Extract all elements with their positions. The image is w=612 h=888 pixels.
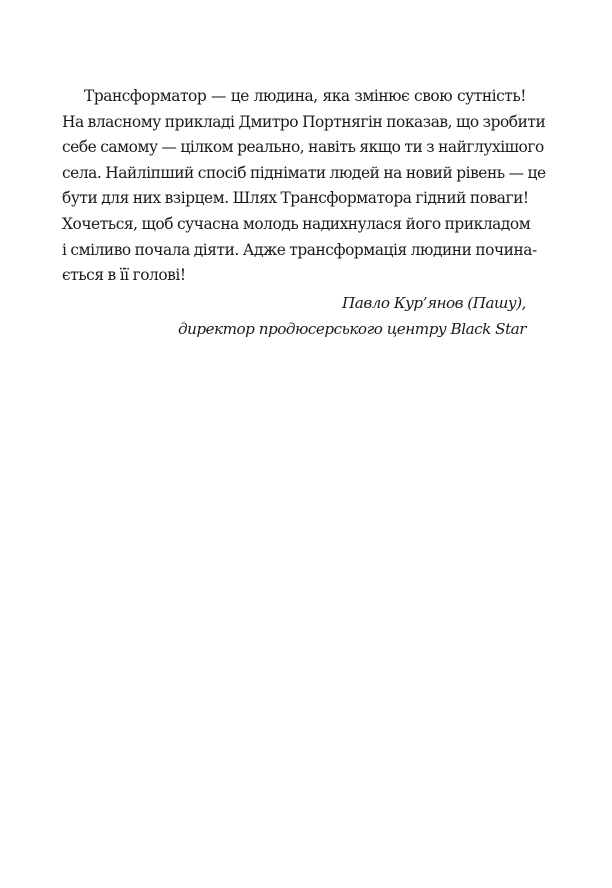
paragraph-line: На власному прикладі Дмитро Портнягін показав, що зробити — [62, 112, 546, 131]
paragraph-line: себе самому — цілком реально, навіть якщо ти з найглухішого — [62, 138, 544, 157]
paragraph-line: ється в її голові! — [62, 266, 186, 285]
quote-signature — [178, 291, 526, 342]
author-name: Павло Кур’янов (Пашу), — [342, 294, 526, 312]
paragraph-line: бути для них взірцем. Шлях Трансформатора гідний поваги! — [62, 189, 529, 208]
paragraph-line: Хочеться, щоб сучасна молодь надихнулася його прикладом — [62, 214, 531, 233]
paragraph-line: і сміливо почала діяти. Адже трансформація людини почина- — [62, 240, 537, 259]
quote-paragraph — [62, 84, 546, 289]
paragraph-line: села. Найліпший спосіб піднімати людей на новий рівень — це — [62, 163, 546, 182]
author-title: директор продюсерського центру Black Star — [177, 319, 526, 338]
paragraph-line: Трансформатор — це людина, яка змінює свою сутність! — [84, 87, 526, 105]
